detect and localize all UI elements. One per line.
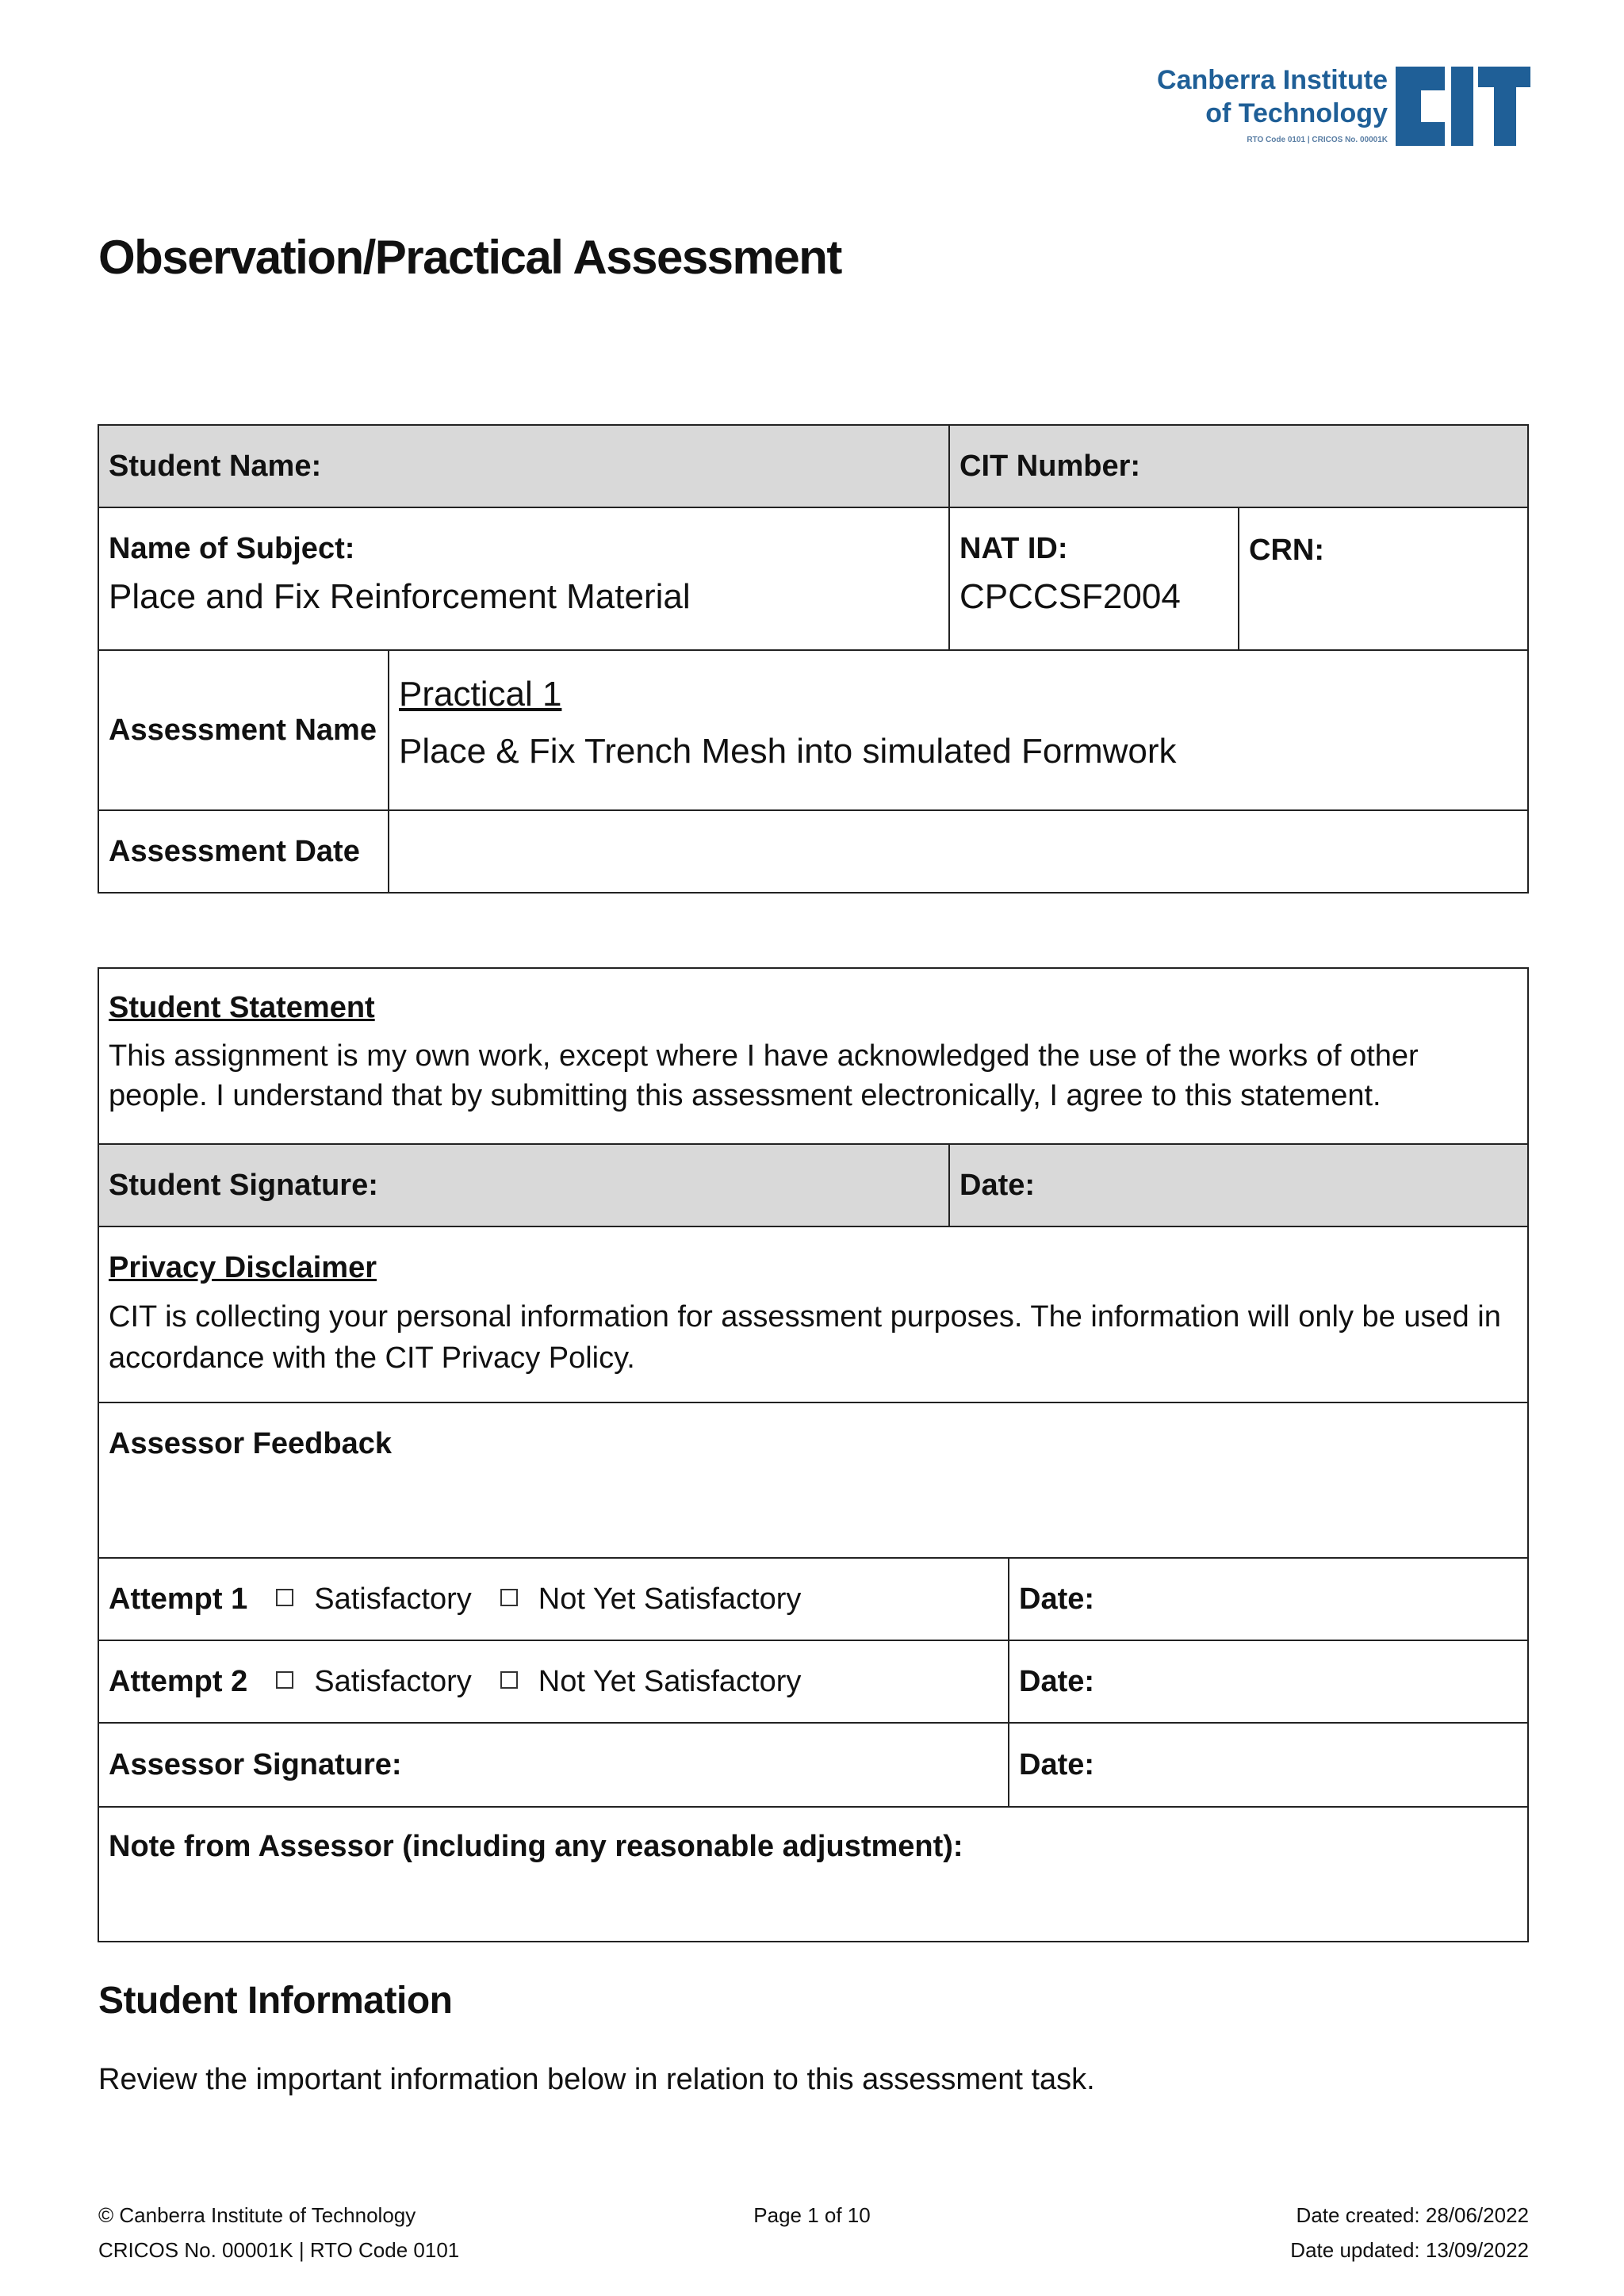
- student-information-heading: Student Information: [98, 1980, 453, 2022]
- attempt-2-not-yet-label: Not Yet Satisfactory: [538, 1664, 802, 1698]
- assessor-date-label: Date:: [1019, 1747, 1095, 1781]
- assessment-name-line-2: Place & Fix Trench Mesh into simulated Formwork: [399, 732, 1177, 771]
- student-statement-cell: [98, 968, 1528, 1144]
- privacy-disclaimer-cell: [98, 1226, 1528, 1402]
- privacy-disclaimer-heading: Privacy Disclaimer: [109, 1251, 377, 1284]
- assessor-signature-label: Assessor Signature:: [109, 1747, 402, 1781]
- logo-text: [1157, 63, 1388, 147]
- student-details-table: [98, 424, 1529, 894]
- student-date-label: Date:: [959, 1168, 1036, 1202]
- assessor-note-cell[interactable]: [98, 1807, 1528, 1942]
- student-signature-cell[interactable]: [98, 1144, 949, 1226]
- footer-right: [1290, 2198, 1529, 2267]
- logo-line-2: of Technology: [1205, 98, 1388, 128]
- attempt-2-cell: [98, 1640, 1009, 1723]
- logo-line-1: Canberra Institute: [1157, 65, 1388, 95]
- footer-copyright: © Canberra Institute of Technology: [98, 2203, 416, 2227]
- subject-value: Place and Fix Reinforcement Material: [109, 577, 691, 616]
- footer-cricos: CRICOS No. 00001K | RTO Code 0101: [98, 2238, 460, 2262]
- attempt-1-date-cell[interactable]: [1009, 1558, 1528, 1640]
- attempt-2-satisfactory-checkbox[interactable]: [276, 1671, 293, 1689]
- footer-page-number: Page 1 of 10: [753, 2203, 871, 2227]
- assessor-date-cell[interactable]: [1009, 1723, 1528, 1807]
- attempt-1-date-label: Date:: [1019, 1582, 1095, 1616]
- assessment-name-label: Assessment Name: [109, 713, 377, 747]
- assessment-name-line-1: Practical 1: [399, 675, 562, 714]
- cit-logo: [1150, 63, 1530, 151]
- footer-date-updated: Date updated: 13/09/2022: [1290, 2238, 1529, 2262]
- footer-date-created: Date created: 28/06/2022: [1296, 2203, 1529, 2227]
- assessment-name-value-cell: [389, 650, 1528, 810]
- nat-id-cell: [949, 507, 1239, 650]
- privacy-disclaimer-text: CIT is collecting your personal information for assessment purposes. The information will only be used in accordance with the CIT Privacy Policy.: [109, 1300, 1501, 1375]
- attempt-1-not-yet-label: Not Yet Satisfactory: [538, 1582, 802, 1616]
- attempt-1-satisfactory-checkbox[interactable]: [276, 1589, 293, 1606]
- statement-feedback-table: [98, 967, 1529, 1942]
- student-date-cell[interactable]: [949, 1144, 1528, 1226]
- crn-label: CRN:: [1249, 534, 1324, 567]
- student-name-cell[interactable]: [98, 425, 949, 507]
- cit-number-cell[interactable]: [949, 425, 1528, 507]
- assessment-date-value-cell[interactable]: [389, 810, 1528, 893]
- student-statement-text: This assignment is my own work, except where I have acknowledged the use of the works of other people. I understand that by submitting this assessment electronically, I agree to this statement.: [109, 1039, 1419, 1112]
- attempt-2-satisfactory-label: Satisfactory: [314, 1664, 472, 1698]
- assessment-date-label: Assessment Date: [109, 834, 360, 868]
- logo-subtext: RTO Code 0101 | CRICOS No. 00001K: [1247, 136, 1388, 144]
- attempt-2-date-cell[interactable]: [1009, 1640, 1528, 1723]
- nat-id-label: NAT ID:: [959, 532, 1068, 565]
- assessor-note-label: Note from Assessor (including any reasonable adjustment):: [109, 1830, 963, 1863]
- assessor-feedback-heading: Assessor Feedback: [109, 1427, 392, 1460]
- page-title: Observation/Practical Assessment: [98, 231, 841, 284]
- subject-label: Name of Subject:: [109, 532, 355, 565]
- attempt-2-not-yet-checkbox[interactable]: [500, 1671, 518, 1689]
- attempt-2-label: Attempt 2: [109, 1664, 248, 1698]
- assessor-signature-cell[interactable]: [98, 1723, 1009, 1807]
- student-name-label: Student Name:: [109, 449, 322, 483]
- assessment-date-label-cell: [98, 810, 389, 893]
- cit-number-label: CIT Number:: [959, 449, 1141, 483]
- attempt-1-not-yet-checkbox[interactable]: [500, 1589, 518, 1606]
- student-statement-heading: Student Statement: [109, 991, 375, 1024]
- assessor-feedback-cell[interactable]: [98, 1402, 1528, 1558]
- nat-id-value: CPCCSF2004: [959, 577, 1181, 616]
- crn-cell[interactable]: [1239, 507, 1528, 650]
- attempt-2-date-label: Date:: [1019, 1664, 1095, 1698]
- assessment-name-label-cell: [98, 650, 389, 810]
- attempt-1-cell: [98, 1558, 1009, 1640]
- attempt-1-satisfactory-label: Satisfactory: [314, 1582, 472, 1616]
- subject-cell: [98, 507, 949, 650]
- cit-mark-icon: [1396, 67, 1530, 146]
- attempt-1-label: Attempt 1: [109, 1582, 248, 1616]
- student-signature-label: Student Signature:: [109, 1168, 378, 1202]
- student-information-text: Review the important information below in relation to this assessment task.: [98, 2063, 1095, 2096]
